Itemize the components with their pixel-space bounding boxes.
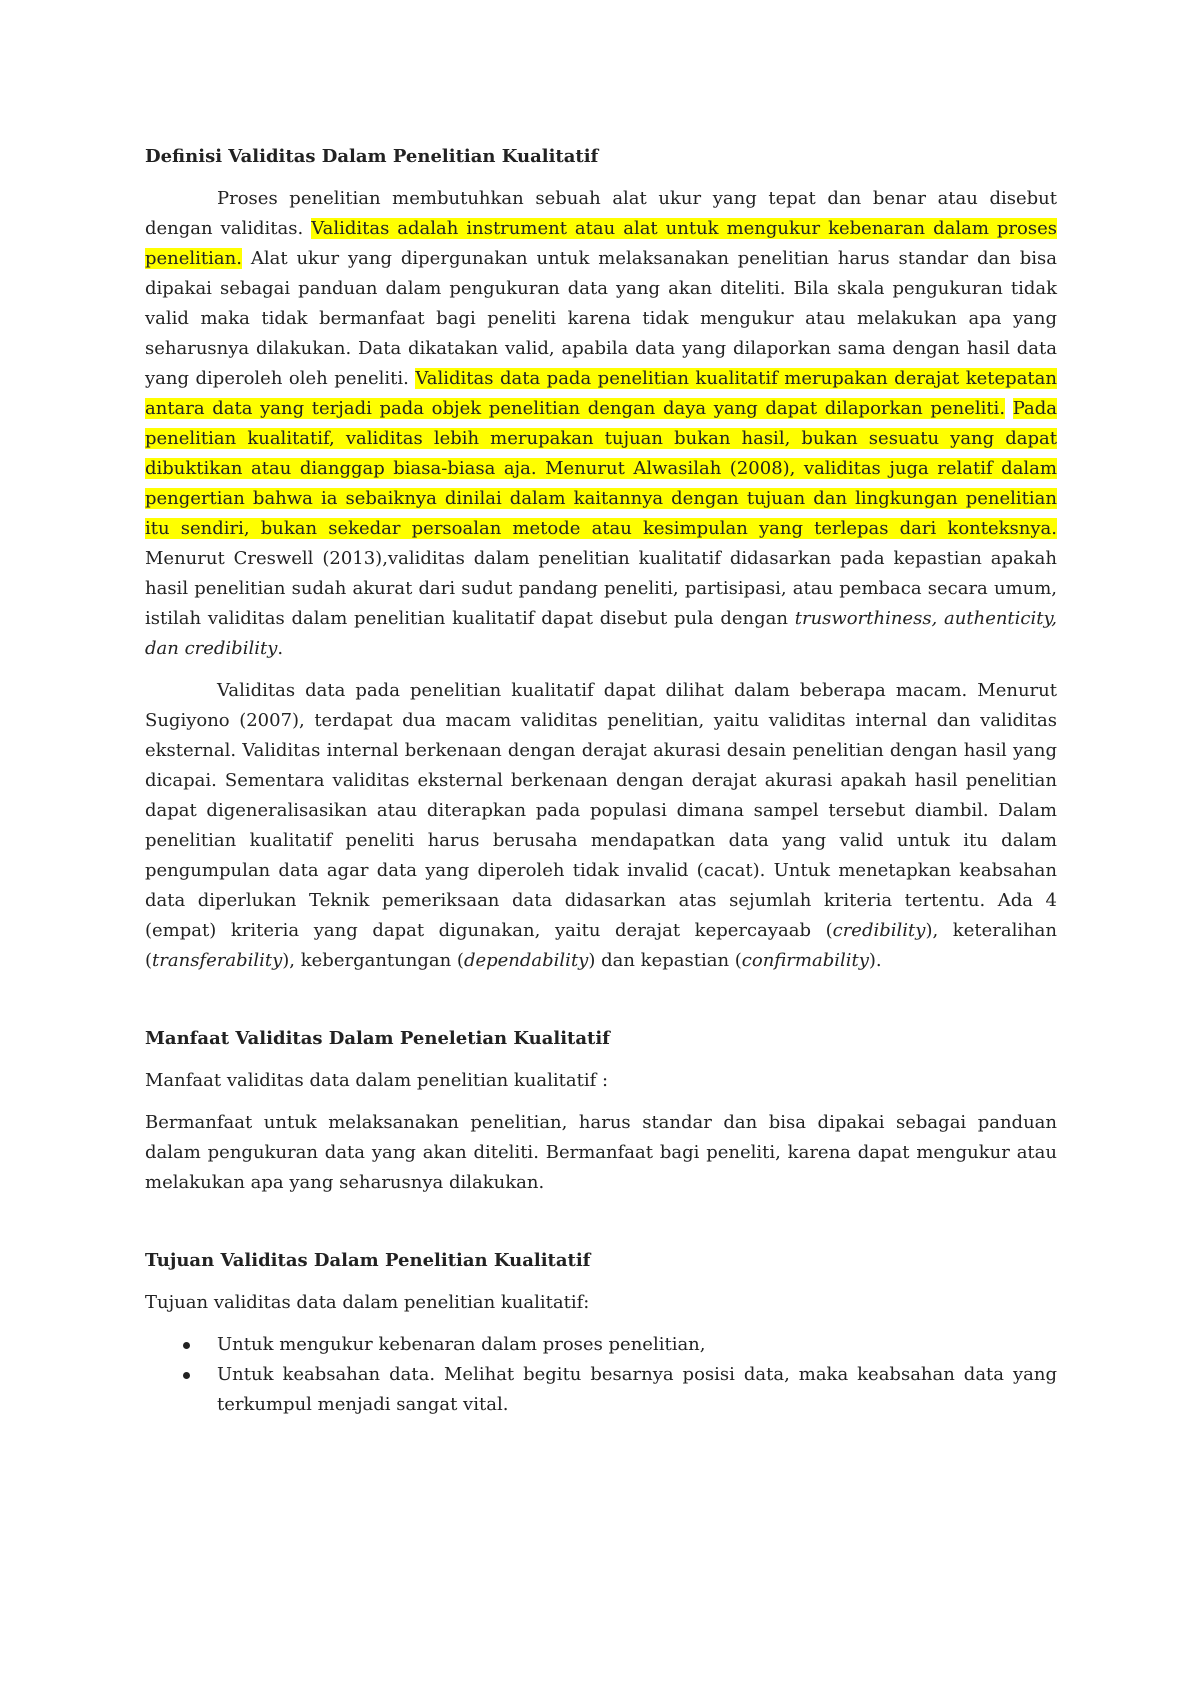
highlighted-text: Validitas adalah instrument atau alat untuk mengukur kebenaran dalam proses penelitian. [145, 218, 1057, 269]
paragraph-manfaat-body: Bermanfaat untuk melaksanakan penelitian, harus standar dan bisa dipakai sebagai panduan dalam pengukuran data yang akan diteliti. Bermanfaat bagi peneliti, karena dapat mengukur atau melakukan apa yang seharusnya dilakukan. [145, 1112, 1057, 1193]
section-heading-tujuan: Tujuan Validitas Dalam Penelitian Kualitatif [145, 1250, 591, 1271]
list-item [145, 1330, 1057, 1360]
text-run [1005, 398, 1013, 419]
italic-text: confirmability [741, 950, 869, 971]
bullet-icon [183, 1342, 190, 1349]
bullet-list [145, 1330, 1057, 1420]
text-run: . [277, 638, 284, 659]
list-item [145, 1360, 1057, 1420]
paragraph-manfaat-intro: Manfaat validitas data dalam penelitian kualitatif : [145, 1070, 609, 1091]
highlighted-text: Pada penelitian kualitatif, validitas lebih merupakan tujuan bukan hasil, bukan sesuatu yang dapat dibuktikan atau dianggap biasa-biasa aja. Menurut Alwasilah (2008), validitas juga relatif dalam pengertian bahwa ia sebaiknya dinilai dalam kaitannya dengan tujuan dan lingkungan penelitian itu sendiri, bukan sekedar persoalan metode atau kesimpulan yang terlepas dari konteksnya. [145, 398, 1057, 539]
spacer [145, 1096, 1057, 1108]
text-run: ), kebergantungan ( [282, 950, 464, 971]
text-run: ). [868, 950, 882, 971]
text-run: ) dan kepastian ( [588, 950, 742, 971]
highlighted-text: Validitas data pada penelitian kualitatif merupakan derajat ketepatan antara data yang terjadi pada objek penelitian dengan daya yang dapat dilaporkan peneliti. [145, 368, 1057, 419]
spacer [145, 976, 1057, 1024]
text-run: ), keteralihan ( [145, 920, 1057, 971]
document-body [145, 142, 1057, 1420]
spacer [145, 1318, 1057, 1330]
bullet-icon [183, 1372, 190, 1379]
text-run: Menurut Creswell (2013),validitas dalam penelitian kualitatif didasarkan pada kepastian apakah hasil penelitian sudah akurat dari sudut pandang peneliti, partisipasi, atau pembaca secara umum, istilah validitas dalam penelitian kualitatif dapat disebut pula dengan [145, 548, 1057, 629]
spacer [145, 664, 1057, 676]
text-run: Alat ukur yang dipergunakan untuk melaksanakan penelitian harus standar dan bisa dipakai sebagai panduan dalam pengukuran data yang akan diteliti. Bila skala pengukuran tidak valid maka tidak bermanfaat bagi peneliti karena tidak mengukur atau melakukan apa yang seharusnya dilakukan. Data dikatakan valid, apabila data yang dilaporkan sama dengan hasil data yang diperoleh oleh peneliti. [145, 248, 1057, 389]
italic-text: dependability [463, 950, 589, 971]
text-run: Proses penelitian membutuhkan sebuah alat ukur yang tepat dan benar atau disebut dengan validitas. [145, 188, 1057, 239]
spacer [145, 1276, 1057, 1288]
text-run: Validitas data pada penelitian kualitatif dapat dilihat dalam beberapa macam. Menurut Sugiyono (2007), terdapat dua macam validitas penelitian, yaitu validitas internal dan validitas eksternal. Validitas internal berkenaan dengan derajat akurasi desain penelitian dengan hasil yang dicapai. Sementara validitas eksternal berkenaan dengan derajat akurasi apakah hasil penelitian dapat digeneralisasikan atau diterapkan pada populasi dimana sampel tersebut diambil. Dalam penelitian kualitatif peneliti harus berusaha mendapatkan data yang valid untuk itu dalam pengumpulan data agar data yang diperoleh tidak invalid (cacat). Untuk menetapkan keabsahan data diperlukan Teknik pemeriksaan data didasarkan atas sejumlah kriteria tertentu. Ada 4 (empat) kriteria yang dapat digunakan, yaitu derajat kepercayaab ( [145, 680, 1057, 941]
paragraph-definisi-2 [145, 676, 1057, 976]
italic-text: transferability [152, 950, 283, 971]
paragraph-definisi-1 [145, 184, 1057, 664]
italic-text: credibility [832, 920, 926, 941]
list-item-text: Untuk keabsahan data. Melihat begitu besarnya posisi data, maka keabsahan data yang terkumpul menjadi sangat vital. [217, 1364, 1057, 1415]
italic-text: trusworthiness, authenticity, dan credibility [145, 608, 1057, 659]
section-heading-definisi: Definisi Validitas Dalam Penelitian Kualitatif [145, 146, 599, 167]
paragraph-tujuan-intro: Tujuan validitas data dalam penelitian kualitatif: [145, 1292, 590, 1313]
section-heading-manfaat: Manfaat Validitas Dalam Peneletian Kualitatif [145, 1028, 610, 1049]
list-item-text: Untuk mengukur kebenaran dalam proses penelitian, [217, 1334, 706, 1355]
spacer [145, 172, 1057, 184]
spacer [145, 1198, 1057, 1246]
spacer [145, 1054, 1057, 1066]
